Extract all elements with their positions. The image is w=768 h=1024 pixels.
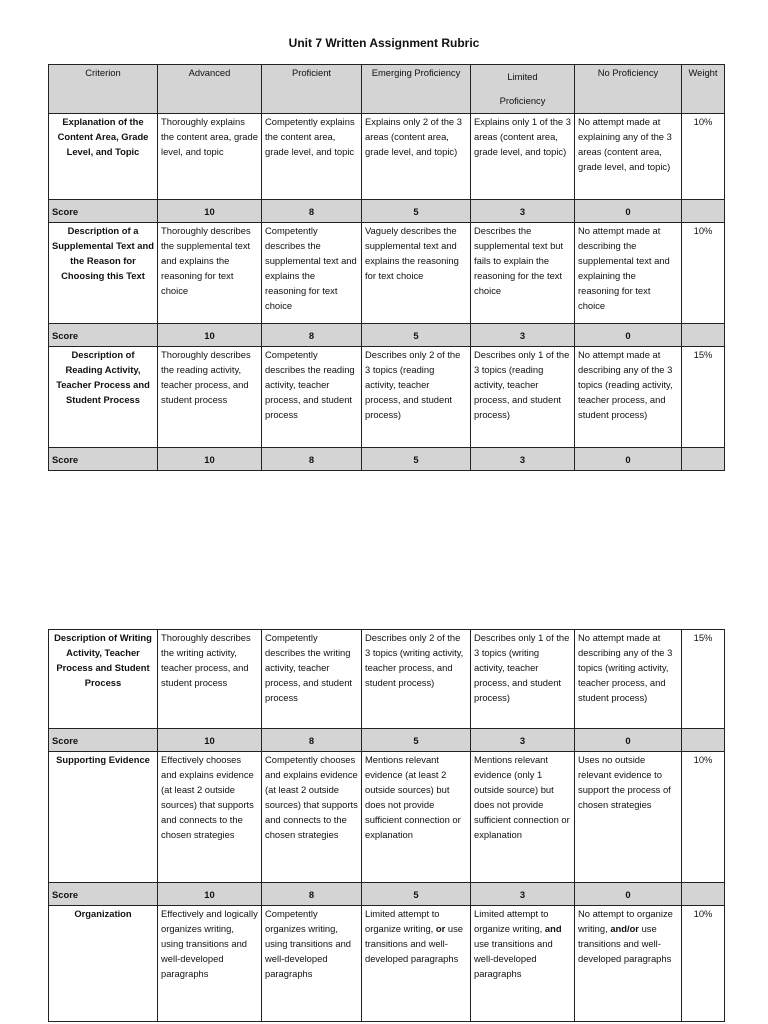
score-label: Score [49,448,158,471]
cell-advanced: Thoroughly describes the supplemental text and explains the reasoning for text choice [158,223,262,324]
score-row [49,729,725,752]
cell-limited: Describes only 1 of the 3 topics (writing activity, teacher process, and student process) [471,630,575,729]
cell-none: No attempt made at explaining any of the 3 areas (content area, grade level, and topic) [575,114,682,200]
cell-weight: 10% [682,114,725,200]
cell-limited-emphasis: and [544,923,562,934]
score-row [49,324,725,347]
header-weight: Weight [682,65,725,114]
rubric-table-part-2 [48,629,725,1022]
criterion-row [49,630,725,729]
score-weight-blank [682,729,725,752]
criterion-row [49,347,725,448]
score-weight-blank [682,200,725,223]
score-advanced: 10 [158,448,262,471]
score-emerging: 5 [362,324,471,347]
score-proficient: 8 [262,324,362,347]
criterion-label: Description of Writing Activity, Teacher Process and Student Process [49,630,158,729]
score-limited: 3 [471,883,575,906]
score-label: Score [49,729,158,752]
score-limited: 3 [471,200,575,223]
criterion-label: Explanation of the Content Area, Grade Level, and Topic [49,114,158,200]
score-row [49,448,725,471]
cell-none-text: No attempt to organize writing, [578,908,673,934]
score-limited: 3 [471,448,575,471]
cell-advanced: Effectively chooses and explains evidence (at least 2 outside sources) that supports and connects to the chosen strategies [158,752,262,883]
score-emerging: 5 [362,448,471,471]
cell-proficient: Competently organizes writing, using transitions and well-developed paragraphs [262,906,362,1022]
header-limited-line1: Limited [507,71,538,82]
score-advanced: 10 [158,324,262,347]
score-advanced: 10 [158,729,262,752]
header-proficient: Proficient [262,65,362,114]
cell-emerging: Vaguely describes the supplemental text and explains the reasoning for text choice [362,223,471,324]
criterion-label: Description of Reading Activity, Teacher Process and Student Process [49,347,158,448]
cell-proficient: Competently explains the content area, grade level, and topic [262,114,362,200]
criterion-row [49,223,725,324]
criterion-label: Supporting Evidence [49,752,158,883]
score-none: 0 [575,200,682,223]
rubric-table-part-1 [48,64,725,471]
score-weight-blank [682,883,725,906]
cell-none: No attempt made at describing the supplemental text and explaining the reasoning for text choice [575,223,682,324]
cell-emerging: Describes only 2 of the 3 topics (reading activity, teacher process, and student process) [362,347,471,448]
cell-limited-text: Limited attempt to organize writing, [474,908,549,934]
score-advanced: 10 [158,883,262,906]
cell-proficient: Competently describes the writing activity, teacher process, and student process [262,630,362,729]
score-proficient: 8 [262,448,362,471]
cell-advanced: Thoroughly explains the content area, grade level, and topic [158,114,262,200]
cell-emerging: Describes only 2 of the 3 topics (writing activity, teacher process, and student process) [362,630,471,729]
score-emerging: 5 [362,883,471,906]
header-emerging: Emerging Proficiency [362,65,471,114]
cell-advanced: Effectively and logically organizes writing, using transitions and well-developed paragraphs [158,906,262,1022]
header-criterion: Criterion [49,65,158,114]
cell-weight: 15% [682,347,725,448]
cell-emerging-emphasis: or [435,923,446,934]
score-weight-blank [682,324,725,347]
cell-limited [471,906,575,1022]
criterion-row [49,752,725,883]
document-title: Unit 7 Written Assignment Rubric [288,36,480,50]
cell-limited-text-end: use transitions and well-developed paragraphs [474,938,553,979]
cell-weight: 10% [682,223,725,324]
cell-limited: Mentions relevant evidence (only 1 outside source) but does not provide sufficient connection or explanation [471,752,575,883]
score-none: 0 [575,729,682,752]
header-none: No Proficiency [575,65,682,114]
cell-advanced: Thoroughly describes the reading activity, teacher process, and student process [158,347,262,448]
cell-weight: 10% [682,752,725,883]
header-limited-line2: Proficiency [499,95,546,106]
cell-limited: Describes the supplemental text but fails to explain the reasoning for the text choice [471,223,575,324]
cell-none: Uses no outside relevant evidence to support the process of chosen strategies [575,752,682,883]
score-limited: 3 [471,729,575,752]
score-emerging: 5 [362,200,471,223]
cell-emerging [362,906,471,1022]
cell-advanced: Thoroughly describes the writing activity, teacher process, and student process [158,630,262,729]
score-row [49,883,725,906]
criterion-label: Organization [49,906,158,1022]
score-none: 0 [575,448,682,471]
cell-proficient: Competently chooses and explains evidence (at least 2 outside sources) that supports and connects to the chosen strategies [262,752,362,883]
score-none: 0 [575,324,682,347]
header-limited [471,65,575,114]
score-weight-blank [682,448,725,471]
cell-emerging: Explains only 2 of the 3 areas (content area, grade level, and topic) [362,114,471,200]
criterion-label: Description of a Supplemental Text and the Reason for Choosing this Text [49,223,158,324]
score-label: Score [49,324,158,347]
score-row [49,200,725,223]
score-label: Score [49,883,158,906]
criterion-row [49,114,725,200]
score-limited: 3 [471,324,575,347]
cell-limited: Explains only 1 of the 3 areas (content area, grade level, and topic) [471,114,575,200]
cell-none: No attempt made at describing any of the 3 topics (writing activity, teacher process, and student process) [575,630,682,729]
score-label: Score [49,200,158,223]
score-proficient: 8 [262,729,362,752]
score-emerging: 5 [362,729,471,752]
header-advanced: Advanced [158,65,262,114]
cell-none-emphasis: and/or [610,923,639,934]
cell-proficient: Competently describes the reading activity, teacher process, and student process [262,347,362,448]
cell-emerging-text: Limited attempt to organize writing, [365,908,440,934]
cell-emerging-text-end: use transitions and well-developed paragraphs [365,923,463,964]
cell-none [575,906,682,1022]
cell-none-text-end: use transitions and well-developed paragraphs [578,923,672,964]
cell-none: No attempt made at describing any of the 3 topics (reading activity, teacher process, and student process) [575,347,682,448]
score-none: 0 [575,883,682,906]
score-advanced: 10 [158,200,262,223]
score-proficient: 8 [262,883,362,906]
cell-limited: Describes only 1 of the 3 topics (reading activity, teacher process, and student process) [471,347,575,448]
cell-emerging: Mentions relevant evidence (at least 2 outside sources) but does not provide sufficient connection or explanation [362,752,471,883]
score-proficient: 8 [262,200,362,223]
cell-proficient: Competently describes the supplemental text and explains the reasoning for text choice [262,223,362,324]
cell-weight: 10% [682,906,725,1022]
header-row [49,65,725,114]
cell-weight: 15% [682,630,725,729]
criterion-row [49,906,725,1022]
